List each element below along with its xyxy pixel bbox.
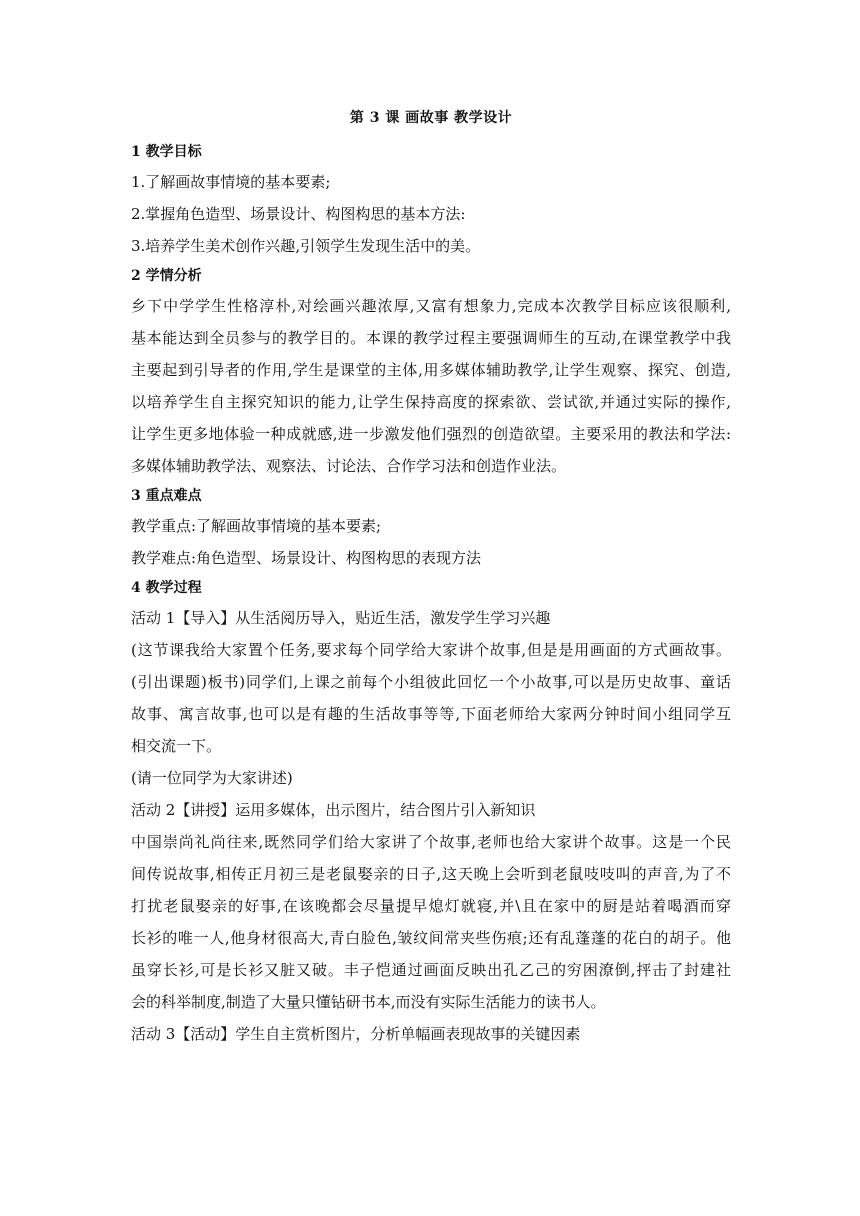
activity-2-paragraph <box>131 826 731 1018</box>
paragraph-line: 让学生更多地体验一种成就感,进一步激发他们强烈的创造欲望。主要采用的教法和学法: <box>131 425 731 443</box>
paragraph-line: (引出课题)板书)同学们,上课之前每个小组彼此回忆一个小故事,可以是历史故事、童话 <box>131 673 731 691</box>
paragraph-line: 故事、寓言故事,也可以是有趣的生活故事等等,下面老师给大家两分钟时间小组同学互 <box>131 705 731 723</box>
document-page <box>131 106 731 1050</box>
section-heading-analysis: 2 学情分析 <box>131 268 202 284</box>
paragraph-line: 基本能达到全员参与的教学目的。本课的教学过程主要强调师生的互动,在课堂教学中我 <box>131 329 731 347</box>
paragraph-line: 乡下中学学生性格淳朴,对绘画兴趣浓厚,又富有想象力,完成本次教学目标应该很顺利, <box>131 297 731 315</box>
key-point-item: 教学重点:了解画故事情境的基本要素; <box>131 517 382 535</box>
analysis-paragraph <box>131 290 731 482</box>
section-heading-objectives: 1 教学目标 <box>131 144 202 160</box>
objective-item: 3.培养学生美术创作兴趣,引领学生发现生活中的美。 <box>131 237 481 255</box>
paragraph-line: 打扰老鼠娶亲的好事,在该晚都会尽量提早熄灯就寝,并\且在家中的厨是站着喝酒而穿 <box>131 897 731 915</box>
paragraph-line: 长衫的唯一人,他身材很高大,青白脸色,皱纹间常夹些伤痕;还有乱蓬蓬的花白的胡子。他 <box>131 929 731 947</box>
activity-1-paragraph <box>131 634 731 762</box>
paragraph-line: 会的科举制度,制造了大量只懂钻研书本,而没有实际生活能力的读书人。 <box>131 993 606 1011</box>
paragraph-line: 主要起到引导者的作用,学生是课堂的主体,用多媒体辅助教学,让学生观察、探究、创造, <box>131 361 731 379</box>
paragraph-line: 相交流一下。 <box>131 737 222 755</box>
objective-item: 2.掌握角色造型、场景设计、构图构思的基本方法: <box>131 205 466 223</box>
paragraph-line: 虽穿长衫,可是长衫又脏又破。丰子恺通过画面反映出孔乙己的穷困潦倒,抨击了封建社 <box>131 961 731 979</box>
activity-1-note: (请一位同学为大家讲述) <box>131 769 293 787</box>
section-heading-process: 4 教学过程 <box>131 580 202 596</box>
activity-2-label: 活动 2【讲授】运用多媒体，出示图片，结合图片引入新知识 <box>131 801 536 819</box>
key-point-item: 教学难点:角色造型、场景设计、构图构思的表现方法 <box>131 549 482 567</box>
paragraph-line: 间传说故事,相传正月初三是老鼠娶亲的日子,这天晚上会听到老鼠吱吱叫的声音,为了不 <box>131 865 731 883</box>
section-heading-key-points: 3 重点难点 <box>131 488 202 504</box>
activity-1-label: 活动 1【导入】从生活阅历导入，贴近生活，激发学生学习兴趣 <box>131 609 551 627</box>
activity-3-label: 活动 3【活动】学生自主赏析图片，分析单幅画表现故事的关键因素 <box>131 1025 581 1043</box>
paragraph-line: (这节课我给大家置个任务,要求每个同学给大家讲个故事,但是是用画面的方式画故事。 <box>131 641 731 659</box>
objective-item: 1.了解画故事情境的基本要素; <box>131 173 331 191</box>
paragraph-line: 中国崇尚礼尚往来,既然同学们给大家讲了个故事,老师也给大家讲个故事。这是一个民 <box>131 833 731 851</box>
paragraph-line: 以培养学生自主探究知识的能力,让学生保持高度的探索欲、尝试欲,并通过实际的操作, <box>131 393 731 411</box>
document-title: 第 3 课 画故事 教学设计 <box>349 110 513 126</box>
paragraph-line: 多媒体辅助教学法、观察法、讨论法、合作学习法和创造作业法。 <box>131 457 567 475</box>
